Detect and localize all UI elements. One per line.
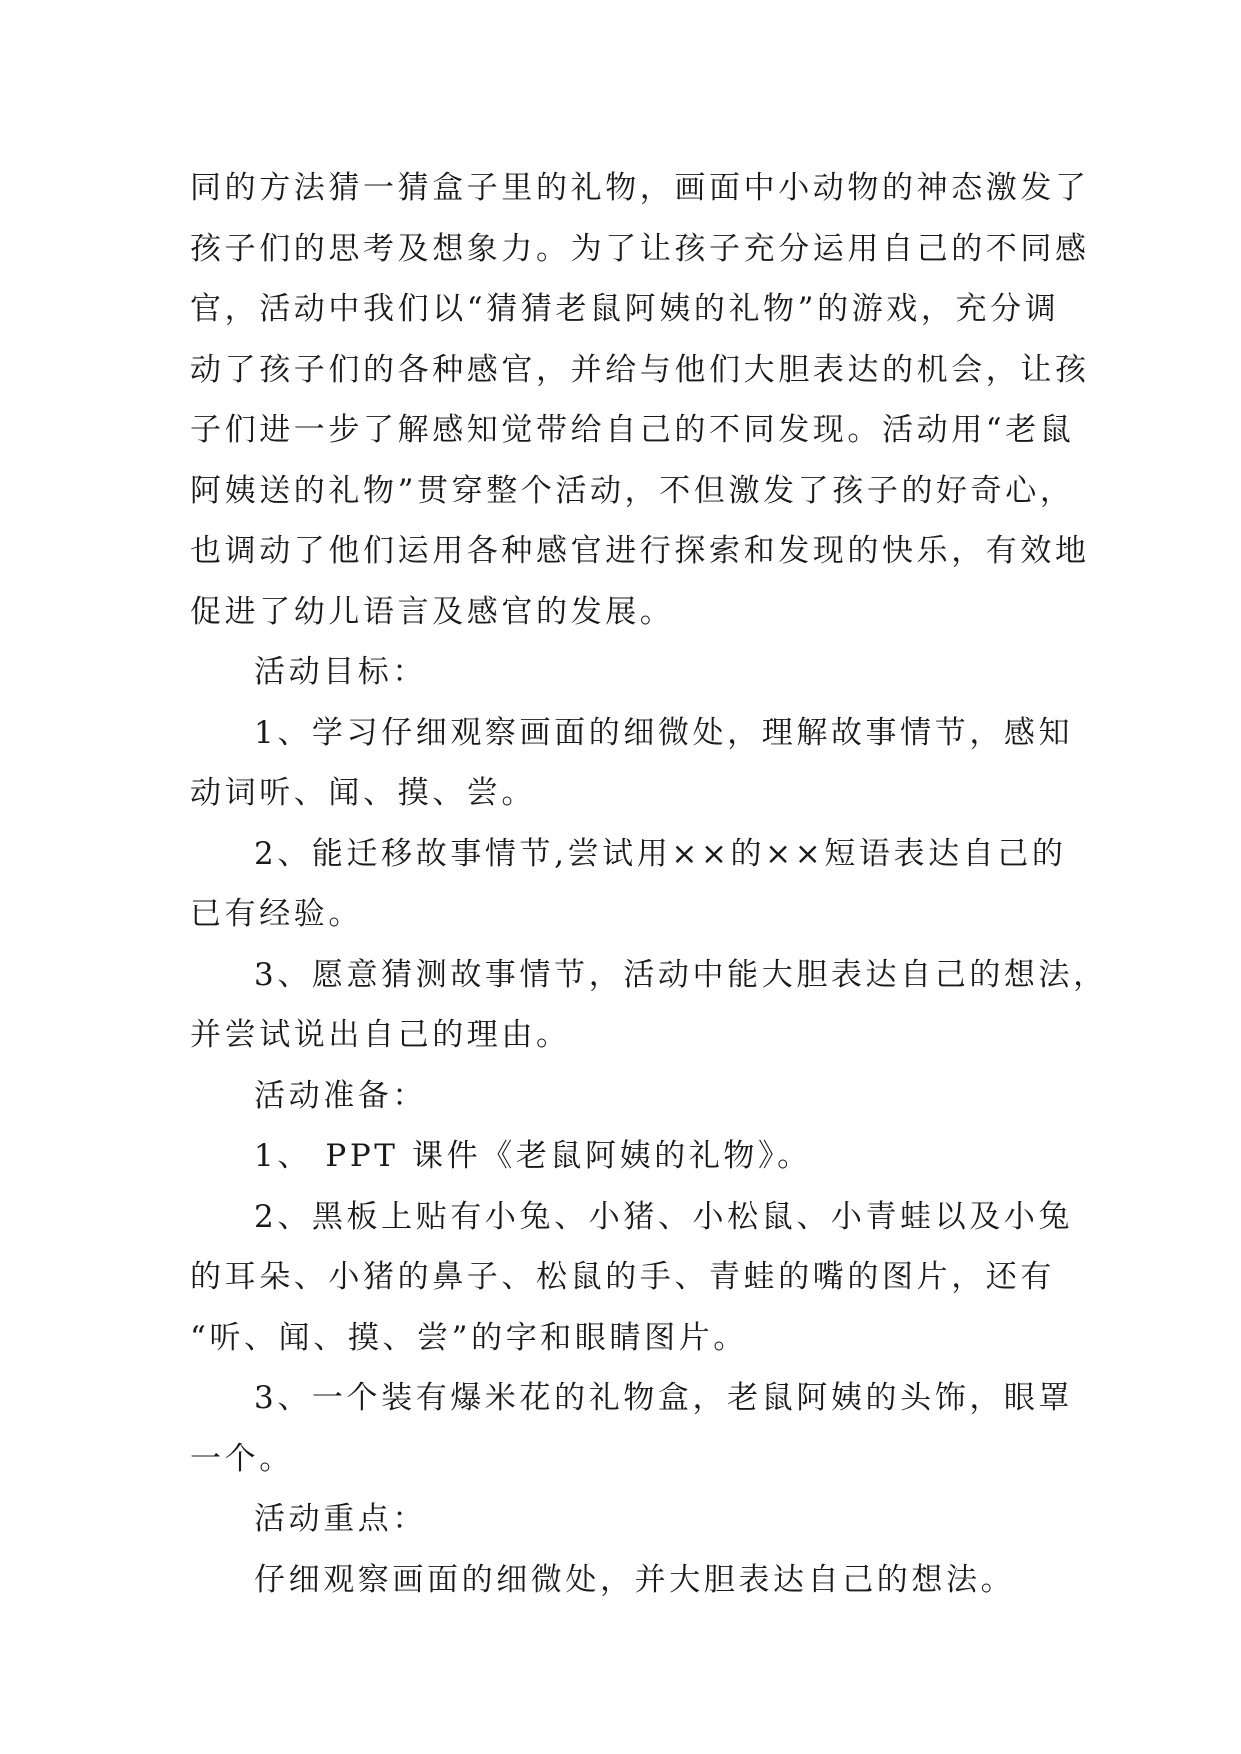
text-line: 同的方法猜一猜盒子里的礼物，画面中小动物的神态激发了: [190, 170, 1090, 206]
text-line: 动词听、闻、摸、尝。: [190, 775, 536, 811]
text-line: 已有经验。: [190, 896, 363, 932]
section-heading-preparation: 活动准备：: [254, 1077, 427, 1114]
text-line: 官，活动中我们以“猜猜老鼠阿姨的礼物”的游戏，充分调: [190, 291, 1060, 327]
preparation-item-3: 3、一个装有爆米花的礼物盒，老鼠阿姨的头饰，眼罩: [254, 1380, 1074, 1416]
goal-item-1: 1、学习仔细观察画面的细微处，理解故事情节，感知: [254, 714, 1074, 751]
goal-item-2: 2、能迁移故事情节,尝试用××的××短语表达自己的: [254, 835, 1067, 872]
preparation-item-1: 1、 PPT 课件《老鼠阿姨的礼物》。: [254, 1138, 812, 1174]
text-line: 子们进一步了解感知觉带给自己的不同发现。活动用“老鼠: [190, 412, 1075, 448]
text-line: 促进了幼儿语言及感官的发展。: [190, 593, 675, 630]
text-line: 并尝试说出自己的理由。: [190, 1017, 571, 1053]
section-heading-goals: 活动目标：: [254, 654, 427, 690]
text-line: “听、闻、摸、尝”的字和眼睛图片。: [190, 1319, 748, 1356]
text-line: 的耳朵、小猪的鼻子、松鼠的手、青蛙的嘴的图片，还有: [190, 1259, 1055, 1295]
text-line: 一个。: [190, 1440, 294, 1477]
document-body: [190, 158, 1108, 1610]
text-line: 孩子们的思考及想象力。为了让孩子充分运用自己的不同感: [190, 230, 1090, 267]
section-heading-focus: 活动重点：: [254, 1501, 427, 1537]
text-line: 也调动了他们运用各种感官进行探索和发现的快乐，有效地: [190, 533, 1090, 569]
focus-text: 仔细观察画面的细微处，并大胆表达自己的想法。: [254, 1561, 1016, 1598]
goal-item-3: 3、愿意猜测故事情节，活动中能大胆表达自己的想法，: [254, 956, 1108, 993]
preparation-item-2: 2、黑板上贴有小兔、小猪、小松鼠、小青蛙以及小兔: [254, 1198, 1074, 1235]
text-line: 阿姨送的礼物”贯穿整个活动，不但激发了孩子的好奇心，: [190, 472, 1075, 509]
text-line: 动了孩子们的各种感官，并给与他们大胆表达的机会，让孩: [190, 351, 1090, 388]
